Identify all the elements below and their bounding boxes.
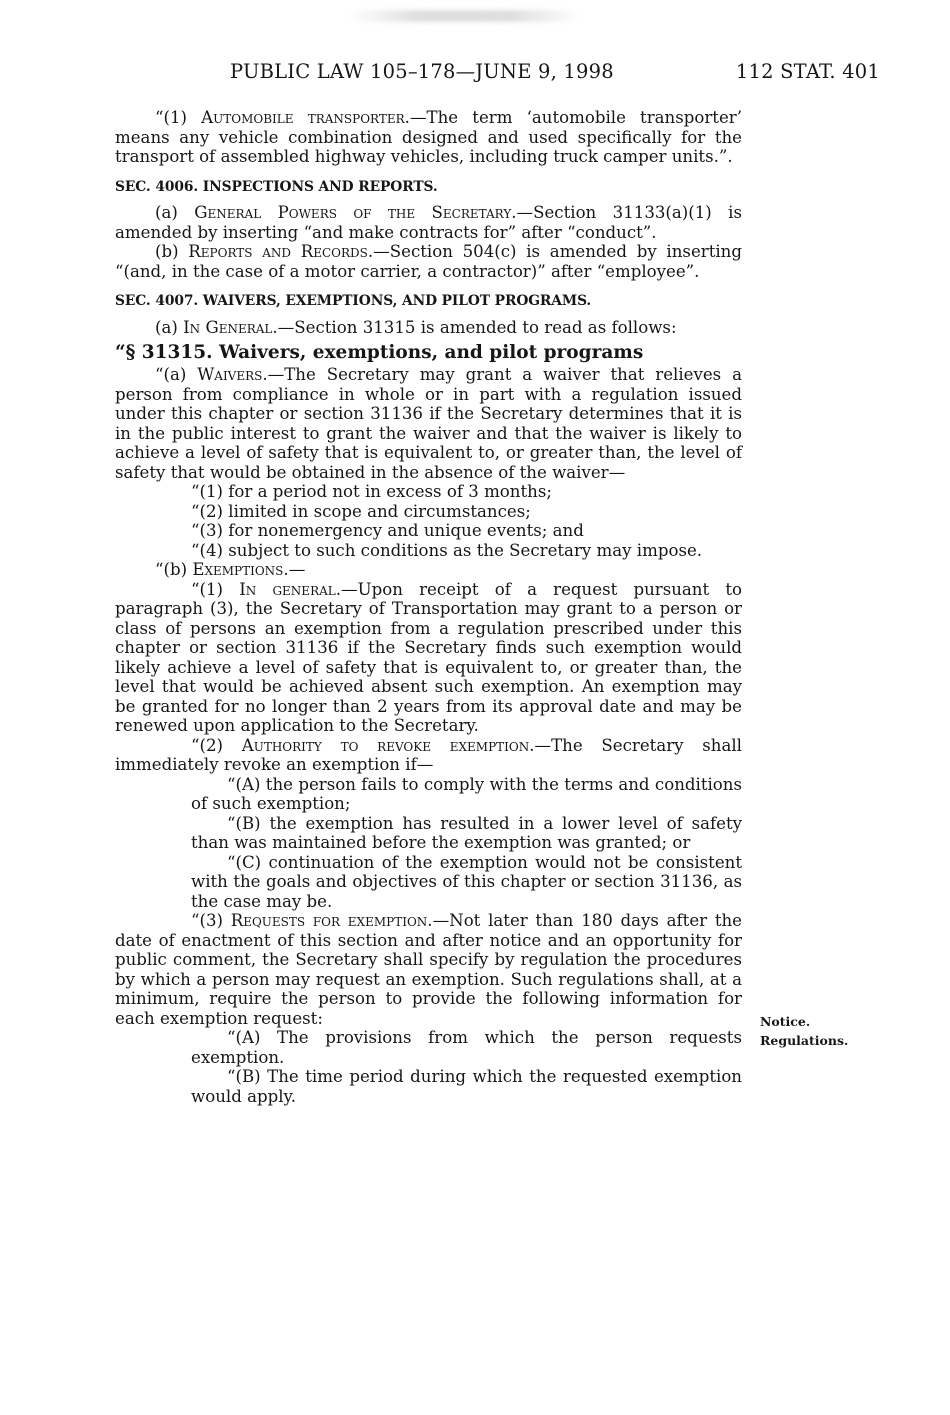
paragraph-exemptions-in-general [115, 580, 742, 736]
paragraph-heading: Authority to revoke exemption. [241, 735, 535, 755]
header-title: PUBLIC LAW 105–178—JUNE 9, 1998 [230, 60, 614, 83]
paragraph-heading: In general. [239, 579, 342, 599]
paragraph-lead: (b) [155, 242, 189, 261]
revoke-item: “(B) the exemption has resulted in a lower level of safety than was maintained before the exemption was granted; or [191, 813, 742, 852]
paragraph-text: —Section 31315 is amended to read as follows: [277, 317, 677, 337]
paragraph-automobile-transporter [115, 108, 742, 167]
paragraph-exemptions-heading [115, 560, 742, 580]
paragraph-authority-to-revoke [115, 736, 742, 775]
paragraph-lead: “(3) [191, 911, 231, 930]
paragraph-text: —The Secretary may grant a waiver that relieves a person from compliance in whole or in part with a regulation issued under this chapter or section 31136 if the Secretary determines that it is in the public interest to grant the waiver and that the waiver is likely to achieve a level of safety that is equivalent to, or greater than, the level of safety that would be obtained in the absence of the waiver— [115, 365, 742, 482]
scan-artifact [350, 10, 580, 22]
waiver-item: “(1) for a period not in excess of 3 months; [191, 482, 552, 501]
margin-note-regulations: Regulations. [760, 1033, 849, 1048]
revoke-item: “(A) the person fails to comply with the terms and conditions of such exemption; [191, 774, 742, 813]
paragraph-lead: “(2) [191, 735, 242, 755]
waiver-item: “(2) limited in scope and circumstances; [191, 501, 531, 521]
section-4007-title: SEC. 4007. WAIVERS, EXEMPTIONS, AND PILOT PROGRAMS. [115, 293, 592, 309]
paragraph-requests-for-exemption [115, 911, 742, 1028]
paragraph-4006-b [115, 242, 742, 281]
section-4006-title: SEC. 4006. INSPECTIONS AND REPORTS. [115, 178, 438, 195]
paragraph-text: —The term ‘automobile transporter’ means any vehicle combination designed and used specifically for the transport of assembled highway vehicles, including truck camper units.”. [115, 108, 742, 166]
paragraph-heading: In General. [183, 317, 278, 337]
margin-note-notice: Notice. [760, 1014, 811, 1029]
paragraph-heading: General Powers of the Secretary. [194, 203, 517, 222]
waiver-item: “(3) for nonemergency and unique events; and [191, 521, 584, 540]
paragraph-lead: “(b) [155, 560, 193, 579]
paragraph-lead: “(a) [155, 365, 198, 384]
paragraph-heading: Waivers. [197, 365, 268, 384]
paragraph-4006-a [115, 203, 742, 242]
paragraph-lead: (a) [155, 203, 195, 222]
document-body [115, 108, 742, 1106]
paragraph-lead: (a) [155, 317, 184, 337]
paragraph-lead: “(1) [191, 579, 240, 599]
header-page-number: 112 STAT. 401 [735, 60, 880, 83]
paragraph-dash: — [288, 560, 306, 579]
paragraph-text: —Not later than 180 days after the date of enactment of this section and after notice and an opportunity for public comment, the Secretary shall specify by regulation the procedures by which a person may request an exemption. Such regulations shall, at a minimum, require the person to provide the following information for each exemption request: [115, 911, 742, 1028]
paragraph-heading: Requests for exemption. [230, 911, 433, 930]
paragraph-heading: Exemptions. [192, 560, 289, 579]
paragraph-heading: Reports and Records. [188, 242, 374, 261]
paragraph-text: —Section 31133(a)(1) is amended by inserting “and make contracts for” after “conduct”. [115, 203, 742, 242]
waiver-item: “(4) subject to such conditions as the Secretary may impose. [191, 540, 703, 560]
paragraph-text: —Upon receipt of a request pursuant to paragraph (3), the Secretary of Transportation may grant to a person or class of persons an exemption from a regulation prescribed under this chapter or section 31136 if the Secretary finds such exemption would likely achieve a level of safety that is equivalent to, or greater than, the level that would be achieved absent such exemption. An exemption may be granted for no longer than 2 years from its approval date and may be renewed upon application to the Secretary. [115, 579, 743, 735]
revoke-item: “(C) continuation of the exemption would not be consistent with the goals and objectives of this chapter or section 31136, as the case may be. [191, 852, 742, 911]
paragraph-text: —The Secretary shall immediately revoke an exemption if— [115, 735, 742, 774]
paragraph-lead: “(1) [155, 108, 202, 127]
request-item: “(B) The time period during which the requested exemption would apply. [191, 1067, 742, 1106]
paragraph-heading: Automobile transporter. [201, 108, 410, 127]
paragraph-4007-a [115, 318, 742, 338]
paragraph-text: —Section 504(c) is amended by inserting “(and, in the case of a motor carrier, a contractor)” after “employee”. [115, 242, 742, 281]
page-header [0, 60, 950, 90]
paragraph-waivers [115, 365, 742, 482]
request-item: “(A) The provisions from which the person requests exemption. [191, 1028, 742, 1067]
new-section-title: “§ 31315. Waivers, exemptions, and pilot programs [115, 342, 644, 363]
